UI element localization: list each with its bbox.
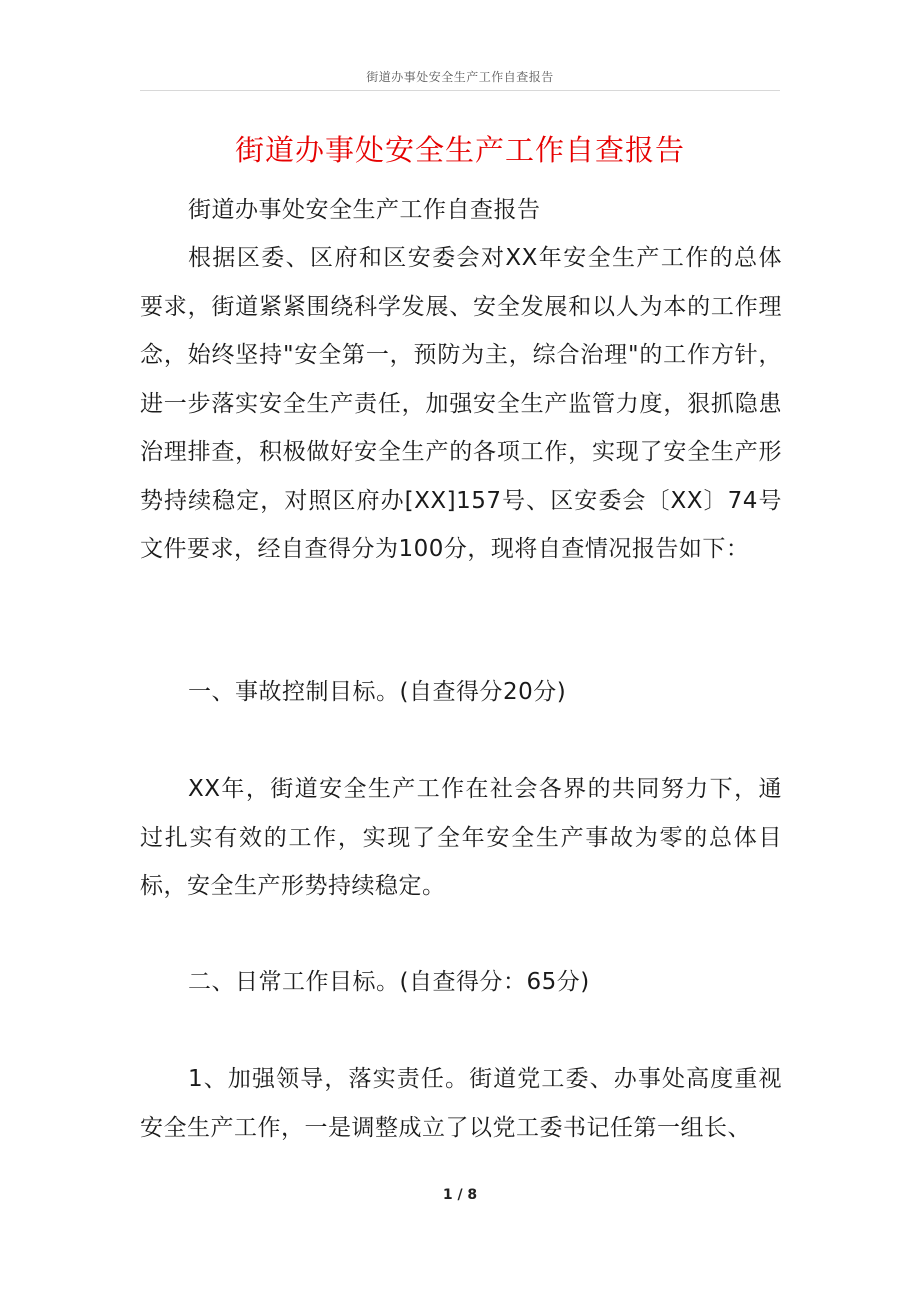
document-title: 街道办事处安全生产工作自查报告 (234, 133, 685, 167)
running-header: 街道办事处安全生产工作自查报告 (366, 70, 554, 84)
intro-paragraph: 根据区委、区府和区安委会对XX年安全生产工作的总体要求，街道紧紧围绕科学发展、安全发展和以人为本的工作理念，始终坚持"安全第一，预防为主，综合治理"的工作方针，进一步落实安全生产责任，加强安全生产监管力度，狠抓隐患治理排查，积极做好安全生产的各项工作，实现了安全生产形势持续稳定，对照区府办[XX]157号、区安委会〔XX〕74号文件要求，经自查得分为100分，现将自查情况报告如下： (140, 245, 782, 562)
page-number: 1 / 8 (442, 1187, 478, 1203)
section-1-heading: 一、事故控制目标。(自查得分20分) (188, 679, 567, 705)
header-divider (140, 90, 780, 91)
item-1-paragraph: 1、加强领导，落实责任。街道党工委、办事处高度重视安全生产工作，一是调整成立了以党工委书记任第一组长、 (140, 1066, 782, 1141)
document-subtitle: 街道办事处安全生产工作自查报告 (188, 197, 541, 223)
section-1-body: XX年，街道安全生产工作在社会各界的共同努力下，通过扎实有效的工作，实现了全年安全生产事故为零的总体目标，安全生产形势持续稳定。 (140, 776, 782, 899)
section-2-heading: 二、日常工作目标。(自查得分：65分) (188, 969, 590, 995)
